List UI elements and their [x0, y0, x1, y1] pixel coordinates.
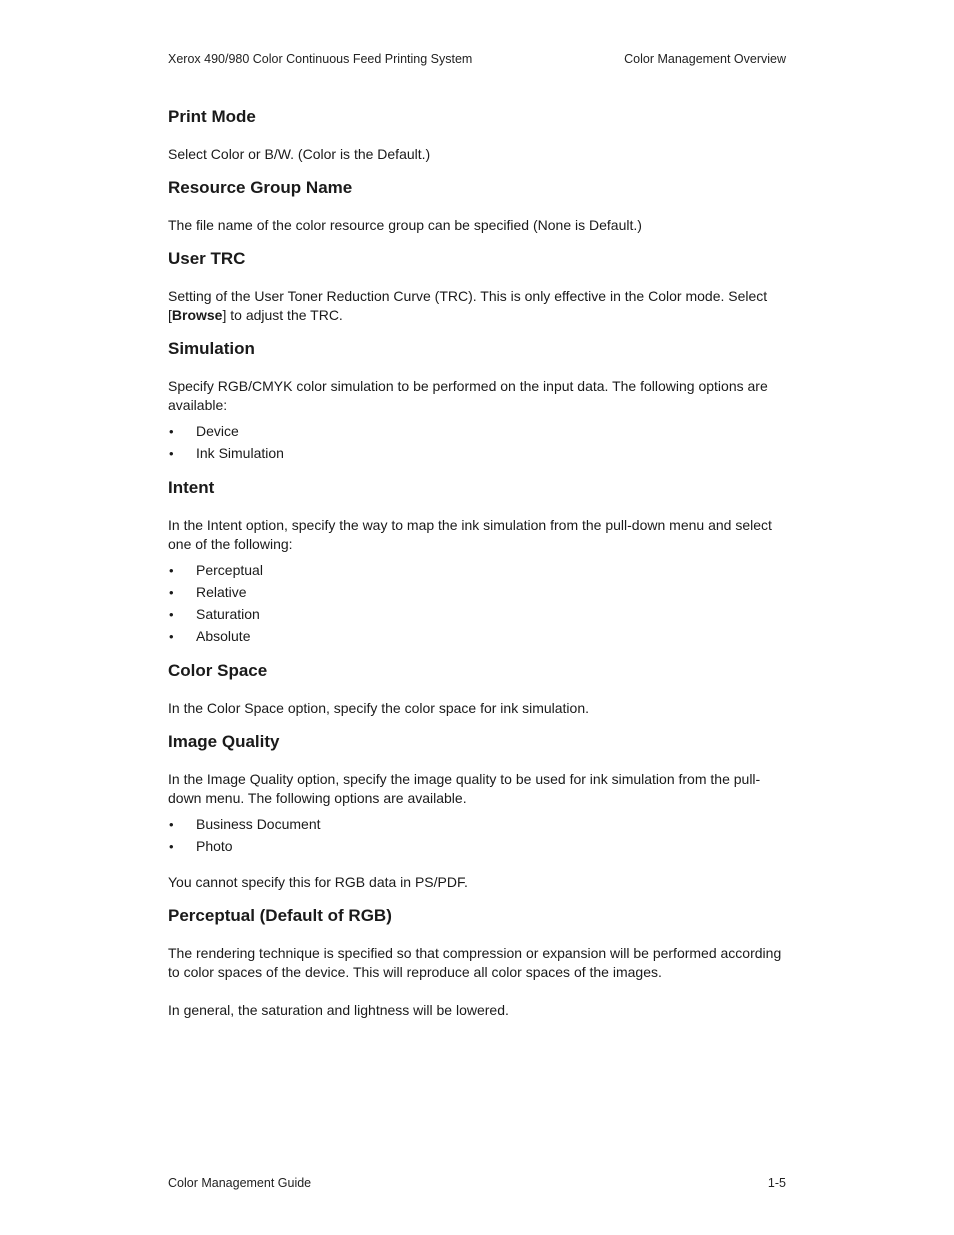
- section-body: In the Intent option, specify the way to map the ink simulation from the pull-down menu and select one of the following:: [168, 517, 772, 553]
- section-heading: Image Quality: [168, 732, 280, 752]
- section-body: In general, the saturation and lightness will be lowered.: [168, 1001, 509, 1018]
- section-heading: Intent: [168, 478, 215, 498]
- section-intent: [168, 477, 788, 647]
- body-text: ] to adjust the TRC.: [222, 307, 343, 323]
- bullet-list: [168, 814, 788, 857]
- section-heading: User TRC: [168, 249, 246, 268]
- section-body: In the Image Quality option, specify the image quality to be used for ink simulation from the pull-down menu. The following options are available.: [168, 771, 761, 807]
- page-footer: [168, 1176, 786, 1190]
- section-image-quality: [168, 731, 788, 891]
- list-item: • Ink Simulation: [168, 443, 788, 465]
- body-text: Setting of the User Toner Reduction Curve (TRC). This is only effective in the Color mode. Select [: [168, 288, 768, 323]
- section-body: [168, 287, 788, 325]
- list-item: • Absolute: [168, 626, 788, 648]
- section-heading: Print Mode: [168, 107, 256, 126]
- section-heading: Color Space: [168, 661, 268, 681]
- section-user-trc: [168, 248, 788, 325]
- list-item: • Perceptual: [168, 560, 788, 582]
- page-content: [168, 106, 788, 1033]
- bullet-list: [168, 560, 788, 647]
- page-header: [168, 52, 786, 66]
- section-body: The rendering technique is specified so that compression or expansion will be performed according to color spaces of the device. This will reproduce all color spaces of the images.: [168, 944, 782, 980]
- section-note: You cannot specify this for RGB data in PS/PDF.: [168, 873, 468, 890]
- list-item: • Relative: [168, 582, 788, 604]
- page-number: 1-5: [767, 1176, 786, 1190]
- header-section: Color Management Overview: [624, 52, 786, 66]
- section-body: Specify RGB/CMYK color simulation to be performed on the input data. The following options are available:: [168, 378, 768, 413]
- list-item: • Photo: [168, 836, 788, 858]
- section-body: Select Color or B/W. (Color is the Default.): [168, 146, 431, 162]
- browse-label: Browse: [171, 307, 223, 323]
- section-resource-group: [168, 177, 788, 235]
- list-item: • Saturation: [168, 604, 788, 626]
- section-print-mode: [168, 106, 788, 164]
- bullet-list: [168, 421, 788, 464]
- list-item: • Business Document: [168, 814, 788, 836]
- section-heading: Simulation: [168, 339, 255, 358]
- section-color-space: [168, 660, 788, 718]
- header-title: Xerox 490/980 Color Continuous Feed Printing System: [168, 52, 473, 66]
- section-heading: Perceptual (Default of RGB): [168, 905, 392, 925]
- section-perceptual: [168, 905, 788, 1020]
- section-body: The file name of the color resource group can be specified (None is Default.): [168, 217, 642, 233]
- section-simulation: [168, 338, 788, 464]
- footer-guide-title: Color Management Guide: [168, 1176, 312, 1190]
- section-heading: Resource Group Name: [168, 178, 353, 197]
- list-item: • Device: [168, 421, 788, 443]
- section-body: In the Color Space option, specify the color space for ink simulation.: [168, 700, 589, 717]
